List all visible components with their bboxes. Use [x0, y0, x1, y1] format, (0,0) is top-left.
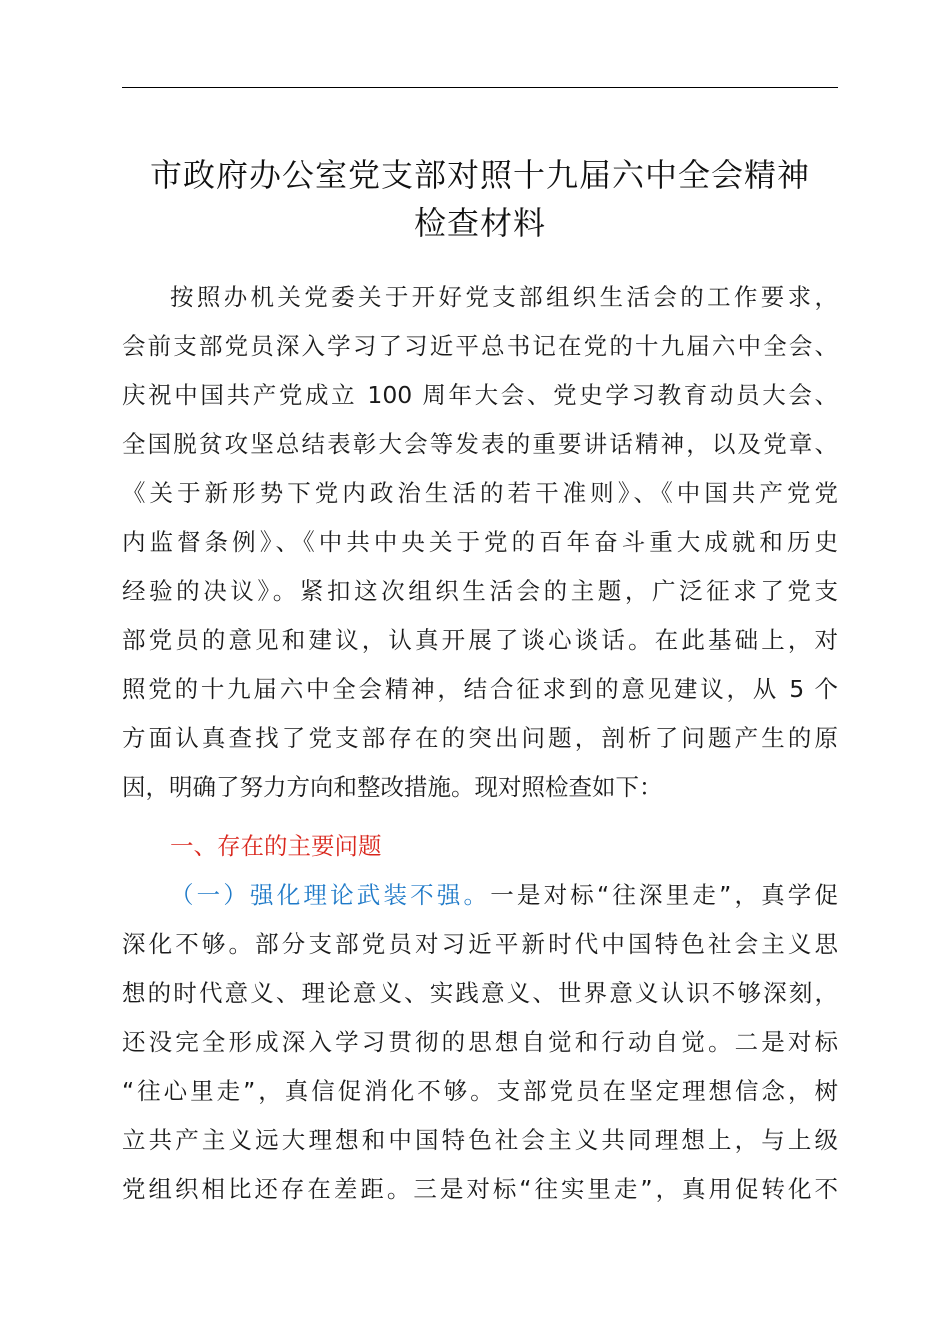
paragraph-line: 经验的决议》。紧扣这次组织生活会的主题，广泛征求了党支	[122, 577, 838, 605]
paragraph-line: 部党员的意见和建议，认真开展了谈心谈话。在此基础上，对	[122, 626, 838, 654]
document-title-line-1: 市政府办公室党支部对照十九届六中全会精神	[149, 156, 810, 194]
paragraph-line: 照党的十九届六中全会精神，结合征求到的意见建议，从 5 个	[122, 675, 838, 703]
paragraph-line: 深化不够。部分支部党员对习近平新时代中国特色社会主义思	[122, 930, 838, 958]
paragraph-line: 立共产主义远大理想和中国特色社会主义共同理想上，与上级	[122, 1126, 838, 1154]
paragraph-line: 会前支部党员深入学习了习近平总书记在党的十九届六中全会、	[122, 332, 838, 360]
subsection-heading: （一）强化理论武装不强。	[170, 881, 491, 909]
paragraph-line: “往心里走”，真信促消化不够。支部党员在坚定理想信念，树	[122, 1077, 838, 1105]
paragraph-line: 全国脱贫攻坚总结表彰大会等发表的重要讲话精神，以及党章、	[122, 430, 838, 458]
subsection-first-line-text: 一是对标“往深里走”，真学促	[490, 881, 838, 909]
paragraph-line: 内监督条例》、《中共中央关于党的百年奋斗重大成就和历史	[122, 528, 838, 556]
paragraph-line: 想的时代意义、理论意义、实践意义、世界意义认识不够深刻，	[122, 979, 838, 1007]
paragraph-line: 按照办机关党委关于开好党支部组织生活会的工作要求，	[170, 283, 838, 311]
paragraph-line: 《关于新形势下党内政治生活的若干准则》、《中国共产党党	[122, 479, 838, 507]
section-heading: 一、存在的主要问题	[170, 832, 382, 860]
paragraph-line: 方面认真查找了党支部存在的突出问题，剖析了问题产生的原	[122, 724, 838, 752]
paragraph-line: 党组织相比还存在差距。三是对标“往实里走”，真用促转化不	[122, 1175, 838, 1203]
paragraph-line: 因，明确了努力方向和整改措施。现对照检查如下：	[122, 773, 663, 801]
document-title-line-2: 检查材料	[413, 204, 546, 242]
paragraph-line-with-heading	[170, 878, 838, 912]
paragraph-line: 庆祝中国共产党成立 100 周年大会、党史学习教育动员大会、	[122, 381, 838, 409]
header-rule	[122, 87, 838, 88]
paragraph-line: 还没完全形成深入学习贯彻的思想自觉和行动自觉。二是对标	[122, 1028, 838, 1056]
